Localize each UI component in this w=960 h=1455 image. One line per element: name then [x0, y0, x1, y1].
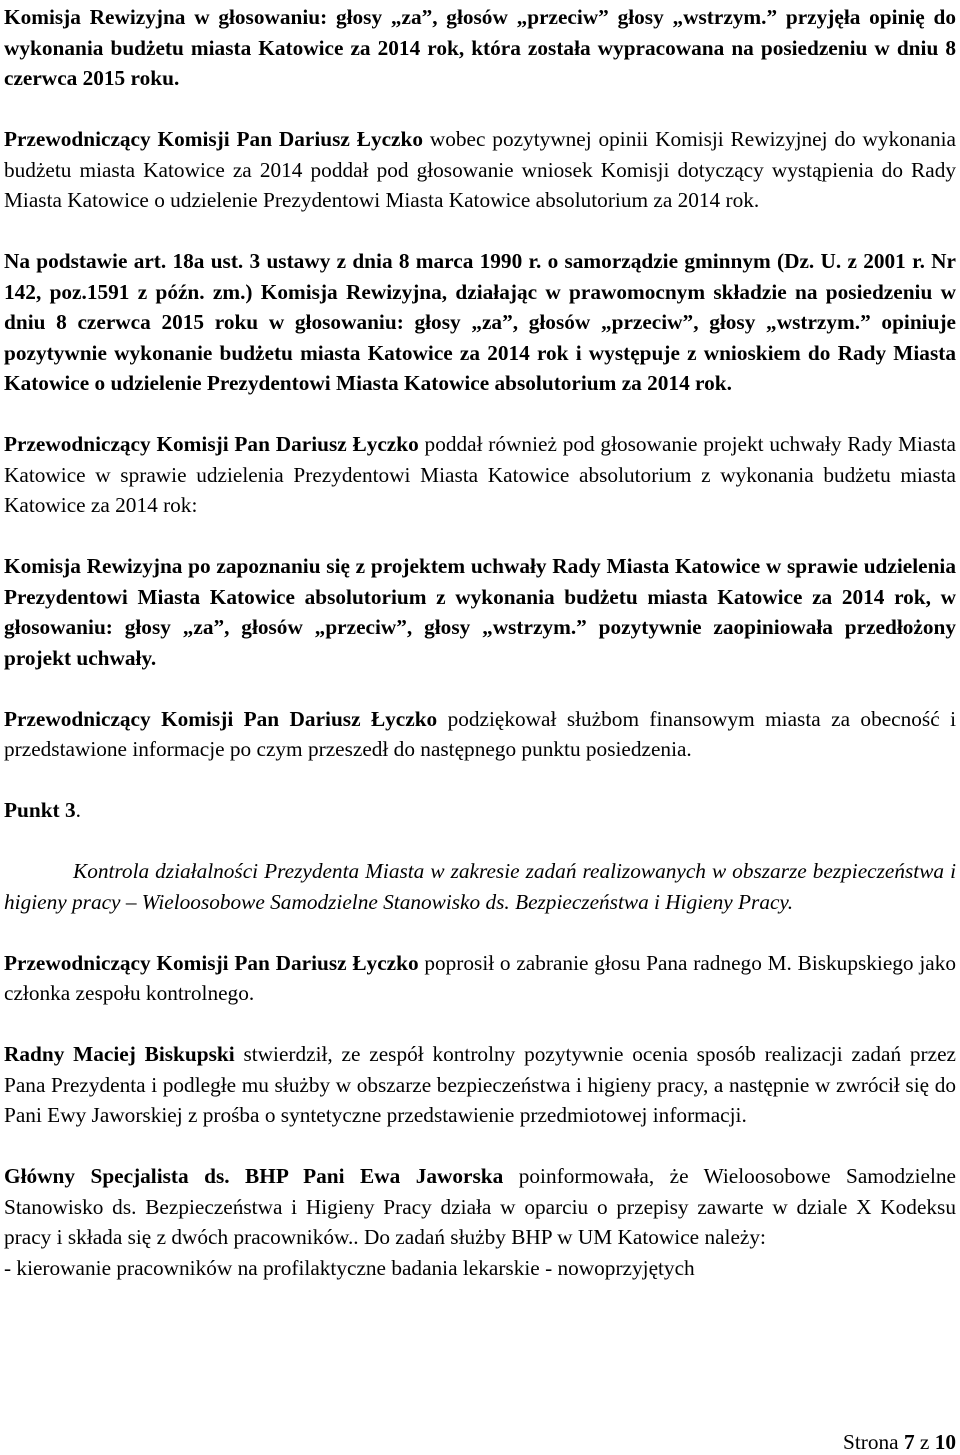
paragraph-p5-segment: Komisja Rewizyjna po zapoznaniu się z projektem uchwały Rady Miasta Katowice w sprawie udzielenia Prezydentowi Miasta Katowice absolutorium z wykonania budżetu miasta Katowice za 2014 rok, w głosowaniu: głosy „za”, głosów „przeciw”, głosy „wstrzym.” pozytywnie zaopiniowała przedłożony projekt uchwały.: [4, 554, 956, 670]
footer-separator: z: [914, 1430, 935, 1454]
paragraph-p2-segment: Przewodniczący Komisji Pan Dariusz Łyczko: [4, 127, 423, 151]
paragraph-p4-segment: Przewodniczący Komisji Pan Dariusz Łyczko: [4, 432, 419, 456]
paragraph-p12: [4, 1253, 956, 1284]
paragraph-p9-segment: poprosił o zabranie głosu Pana radnego M. Biskupskiego jako członka zespołu kontrolnego.: [4, 950, 957, 1005]
paragraph-p10-segment: Radny Maciej Biskupski: [4, 1042, 235, 1066]
paragraph-p12-segment: - kierowanie pracowników na profilaktyczne badania lekarskie - nowoprzyjętych: [4, 1255, 695, 1280]
paragraph-p7-segment: .: [75, 798, 81, 822]
page-footer: [843, 1430, 956, 1455]
paragraph-p4-segment: poddał również pod głosowanie projekt uchwały Rady Miasta Katowice w sprawie udzielenia Prezydentowi Miasta Katowice absolutorium z wykonania budżetu miasta Katowice za 2014 rok:: [4, 432, 957, 517]
paragraph-p1: [4, 2, 956, 94]
paragraph-p1-segment: Komisja Rewizyjna w głosowaniu: głosy „za”, głosów „przeciw” głosy „wstrzym.” przyjęła opinię do wykonania budżetu miasta Katowice za 2014 rok, która została wypracowana na posiedzeniu w dniu 8 czerwca 2015 roku.: [4, 5, 956, 90]
paragraph-p4: [4, 429, 956, 521]
paragraph-p6: [4, 704, 956, 765]
paragraph-p11-segment: Główny Specjalista ds. BHP Pani Ewa Jaworska: [4, 1164, 504, 1188]
paragraph-p2-segment: wobec pozytywnej opinii Komisji Rewizyjnej do wykonania budżetu miasta Katowice za 2014 poddał pod głosowanie wniosek Komisji dotyczący wystąpienia do Rady Miasta Katowice o udzielenie Prezydentowi Miasta Katowice absolutorium za 2014 rok.: [4, 127, 957, 212]
paragraph-p6-segment: podziękował służbom finansowym miasta za obecność i przedstawione informacje po czym przeszedł do następnego punktu posiedzenia.: [4, 706, 956, 761]
paragraph-p8-segment: Kontrola działalności Prezydenta Miasta w zakresie zadań realizowanych w obszarze bezpieczeństwa i higieny pracy – Wieloosobowe Samodzielne Stanowisko ds. Bezpieczeństwa i Higieny Pracy.: [4, 859, 956, 914]
paragraph-p5: [4, 551, 956, 673]
paragraph-p11: [4, 1161, 956, 1253]
paragraph-p6-segment: Przewodniczący Komisji Pan Dariusz Łyczko: [4, 706, 438, 731]
document-body: [4, 2, 956, 1283]
paragraph-p7-segment: Punkt 3: [4, 798, 76, 822]
footer-prefix: Strona: [843, 1430, 904, 1454]
footer-total-pages: 10: [934, 1430, 956, 1454]
paragraph-p11-segment: poinformowała, że Wieloosobowe Samodzielne Stanowisko ds. Bezpieczeństwa i Higieny Pracy działa w oparciu o przepisy zawarte w dziale X Kodeksu pracy i składa się z dwóch pracowników.. Do zadań służby BHP w UM Katowice należy:: [4, 1164, 956, 1249]
paragraph-p3: [4, 246, 956, 399]
paragraph-p9-segment: Przewodniczący Komisji Pan Dariusz Łyczko: [4, 950, 419, 975]
paragraph-p3-segment: Na podstawie art. 18a ust. 3 ustawy z dnia 8 marca 1990 r. o samorządzie gminnym (Dz. U. z 2001 r. Nr 142, poz.1591 z późn. zm.) Komisja Rewizyjna, działając w prawomocnym składzie na posiedzeniu w dniu 8 czerwca 2015 roku w głosowaniu: głosy „za”, głosów „przeciw”, głosy „wstrzym.” opiniuje pozytywnie wykonanie budżetu miasta Katowice za 2014 rok i występuje z wnioskiem do Rady Miasta Katowice o udzielenie Prezydentowi Miasta Katowice absolutorium za 2014 rok.: [4, 249, 956, 395]
paragraph-p10-segment: stwierdził, ze zespół kontrolny pozytywnie ocenia sposób realizacji zadań przez Pana Prezydenta i podległe mu służby w obszarze bezpieczeństwa i higieny pracy, a następnie w zwrócił się do Pani Ewy Jaworskiej z prośba o syntetyczne przedstawienie przedmiotowej informacji.: [4, 1042, 956, 1127]
paragraph-p9: [4, 948, 956, 1009]
footer-page-number: 7: [903, 1430, 915, 1454]
paragraph-p2: [4, 124, 956, 216]
paragraph-p10: [4, 1039, 956, 1131]
paragraph-p7: [4, 795, 956, 826]
paragraph-p8: [4, 856, 956, 917]
